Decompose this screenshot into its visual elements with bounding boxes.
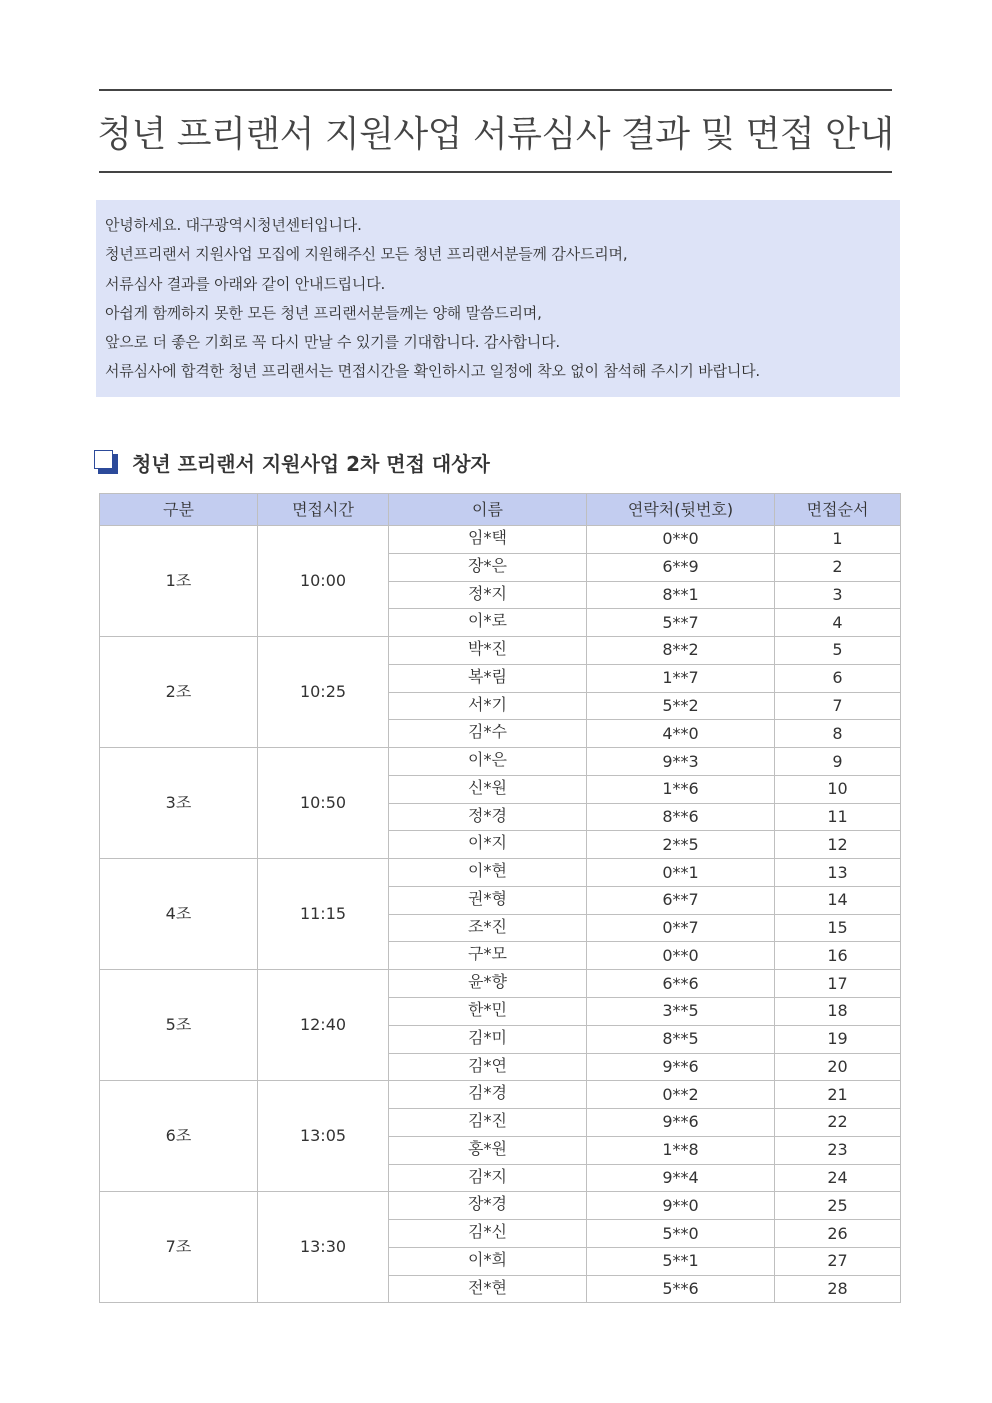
name-cell: 홍*원 (389, 1136, 587, 1164)
interview-schedule-table (99, 493, 901, 1303)
notice-box (96, 200, 900, 397)
phone-cell: 8**6 (587, 803, 775, 831)
order-cell: 18 (775, 998, 901, 1026)
order-cell: 11 (775, 803, 901, 831)
header-group: 구분 (100, 494, 258, 526)
table-row (100, 1192, 901, 1220)
phone-cell: 5**0 (587, 1220, 775, 1248)
phone-cell: 5**2 (587, 692, 775, 720)
name-cell: 서*기 (389, 692, 587, 720)
order-cell: 13 (775, 859, 901, 887)
phone-cell: 1**6 (587, 775, 775, 803)
phone-cell: 8**1 (587, 581, 775, 609)
name-cell: 정*경 (389, 803, 587, 831)
order-cell: 9 (775, 748, 901, 776)
order-cell: 14 (775, 886, 901, 914)
table-row (100, 1081, 901, 1109)
order-cell: 26 (775, 1220, 901, 1248)
phone-cell: 5**6 (587, 1275, 775, 1303)
order-cell: 16 (775, 942, 901, 970)
time-cell: 13:30 (258, 1192, 389, 1303)
group-cell: 1조 (100, 526, 258, 637)
order-cell: 22 (775, 1109, 901, 1137)
phone-cell: 0**7 (587, 914, 775, 942)
group-cell: 4조 (100, 859, 258, 970)
name-cell: 전*현 (389, 1275, 587, 1303)
name-cell: 이*지 (389, 831, 587, 859)
group-cell: 2조 (100, 637, 258, 748)
order-cell: 10 (775, 775, 901, 803)
phone-cell: 8**2 (587, 637, 775, 665)
page-title: 청년 프리랜서 지원사업 서류심사 결과 및 면접 안내 (97, 113, 894, 155)
table-header-row (100, 494, 901, 526)
order-cell: 15 (775, 914, 901, 942)
order-cell: 6 (775, 664, 901, 692)
section-heading (94, 447, 490, 477)
time-cell: 12:40 (258, 970, 389, 1081)
phone-cell: 6**9 (587, 553, 775, 581)
order-cell: 27 (775, 1247, 901, 1275)
name-cell: 조*진 (389, 914, 587, 942)
phone-cell: 9**6 (587, 1053, 775, 1081)
notice-line: 아쉽게 함께하지 못한 모든 청년 프리랜서분들께는 양해 말씀드리며, (105, 303, 542, 322)
phone-cell: 1**8 (587, 1136, 775, 1164)
phone-cell: 2**5 (587, 831, 775, 859)
name-cell: 김*지 (389, 1164, 587, 1192)
phone-cell: 9**4 (587, 1164, 775, 1192)
table-row (100, 859, 901, 887)
order-cell: 23 (775, 1136, 901, 1164)
name-cell: 한*민 (389, 998, 587, 1026)
table-row (100, 637, 901, 665)
name-cell: 장*경 (389, 1192, 587, 1220)
name-cell: 권*형 (389, 886, 587, 914)
phone-cell: 0**2 (587, 1081, 775, 1109)
order-cell: 17 (775, 970, 901, 998)
phone-cell: 8**5 (587, 1025, 775, 1053)
phone-cell: 4**0 (587, 720, 775, 748)
table-row (100, 526, 901, 554)
name-cell: 김*신 (389, 1220, 587, 1248)
order-cell: 3 (775, 581, 901, 609)
order-cell: 20 (775, 1053, 901, 1081)
time-cell: 13:05 (258, 1081, 389, 1192)
name-cell: 구*모 (389, 942, 587, 970)
time-cell: 11:15 (258, 859, 389, 970)
header-phone: 연락처(뒷번호) (587, 494, 775, 526)
phone-cell: 9**0 (587, 1192, 775, 1220)
table-row (100, 748, 901, 776)
name-cell: 정*지 (389, 581, 587, 609)
header-name: 이름 (389, 494, 587, 526)
phone-cell: 6**6 (587, 970, 775, 998)
order-cell: 4 (775, 609, 901, 637)
notice-line: 서류심사 결과를 아래와 같이 안내드립니다. (105, 274, 386, 293)
notice-line: 앞으로 더 좋은 기회로 꼭 다시 만날 수 있기를 기대합니다. 감사합니다. (105, 333, 560, 352)
phone-cell: 1**7 (587, 664, 775, 692)
order-cell: 24 (775, 1164, 901, 1192)
group-cell: 6조 (100, 1081, 258, 1192)
square-bullet-icon (94, 450, 118, 474)
name-cell: 이*은 (389, 748, 587, 776)
header-time: 면접시간 (258, 494, 389, 526)
name-cell: 김*수 (389, 720, 587, 748)
name-cell: 이*로 (389, 609, 587, 637)
name-cell: 김*경 (389, 1081, 587, 1109)
name-cell: 이*현 (389, 859, 587, 887)
phone-cell: 3**5 (587, 998, 775, 1026)
phone-cell: 6**7 (587, 886, 775, 914)
time-cell: 10:25 (258, 637, 389, 748)
notice-line: 서류심사에 합격한 청년 프리랜서는 면접시간을 확인하시고 일정에 착오 없이 참석해 주시기 바랍니다. (105, 362, 761, 381)
phone-cell: 9**3 (587, 748, 775, 776)
header-order: 면접순서 (775, 494, 901, 526)
name-cell: 김*연 (389, 1053, 587, 1081)
group-cell: 5조 (100, 970, 258, 1081)
phone-cell: 9**6 (587, 1109, 775, 1137)
order-cell: 2 (775, 553, 901, 581)
name-cell: 윤*향 (389, 970, 587, 998)
order-cell: 5 (775, 637, 901, 665)
phone-cell: 5**7 (587, 609, 775, 637)
order-cell: 21 (775, 1081, 901, 1109)
notice-line: 청년프리랜서 지원사업 모집에 지원해주신 모든 청년 프리랜서분들께 감사드리며, (105, 245, 628, 264)
section-title: 청년 프리랜서 지원사업 2차 면접 대상자 (132, 451, 490, 476)
order-cell: 12 (775, 831, 901, 859)
notice-line: 안녕하세요. 대구광역시청년센터입니다. (105, 216, 362, 234)
name-cell: 박*진 (389, 637, 587, 665)
group-cell: 3조 (100, 748, 258, 859)
time-cell: 10:00 (258, 526, 389, 637)
name-cell: 장*은 (389, 553, 587, 581)
order-cell: 19 (775, 1025, 901, 1053)
name-cell: 김*미 (389, 1025, 587, 1053)
name-cell: 김*진 (389, 1109, 587, 1137)
name-cell: 이*희 (389, 1247, 587, 1275)
order-cell: 7 (775, 692, 901, 720)
order-cell: 28 (775, 1275, 901, 1303)
order-cell: 1 (775, 526, 901, 554)
table-row (100, 970, 901, 998)
name-cell: 복*림 (389, 664, 587, 692)
title-bar (99, 89, 892, 173)
name-cell: 임*택 (389, 526, 587, 554)
order-cell: 8 (775, 720, 901, 748)
name-cell: 신*원 (389, 775, 587, 803)
table-body (100, 526, 901, 1303)
phone-cell: 5**1 (587, 1247, 775, 1275)
time-cell: 10:50 (258, 748, 389, 859)
order-cell: 25 (775, 1192, 901, 1220)
phone-cell: 0**1 (587, 859, 775, 887)
group-cell: 7조 (100, 1192, 258, 1303)
phone-cell: 0**0 (587, 526, 775, 554)
phone-cell: 0**0 (587, 942, 775, 970)
